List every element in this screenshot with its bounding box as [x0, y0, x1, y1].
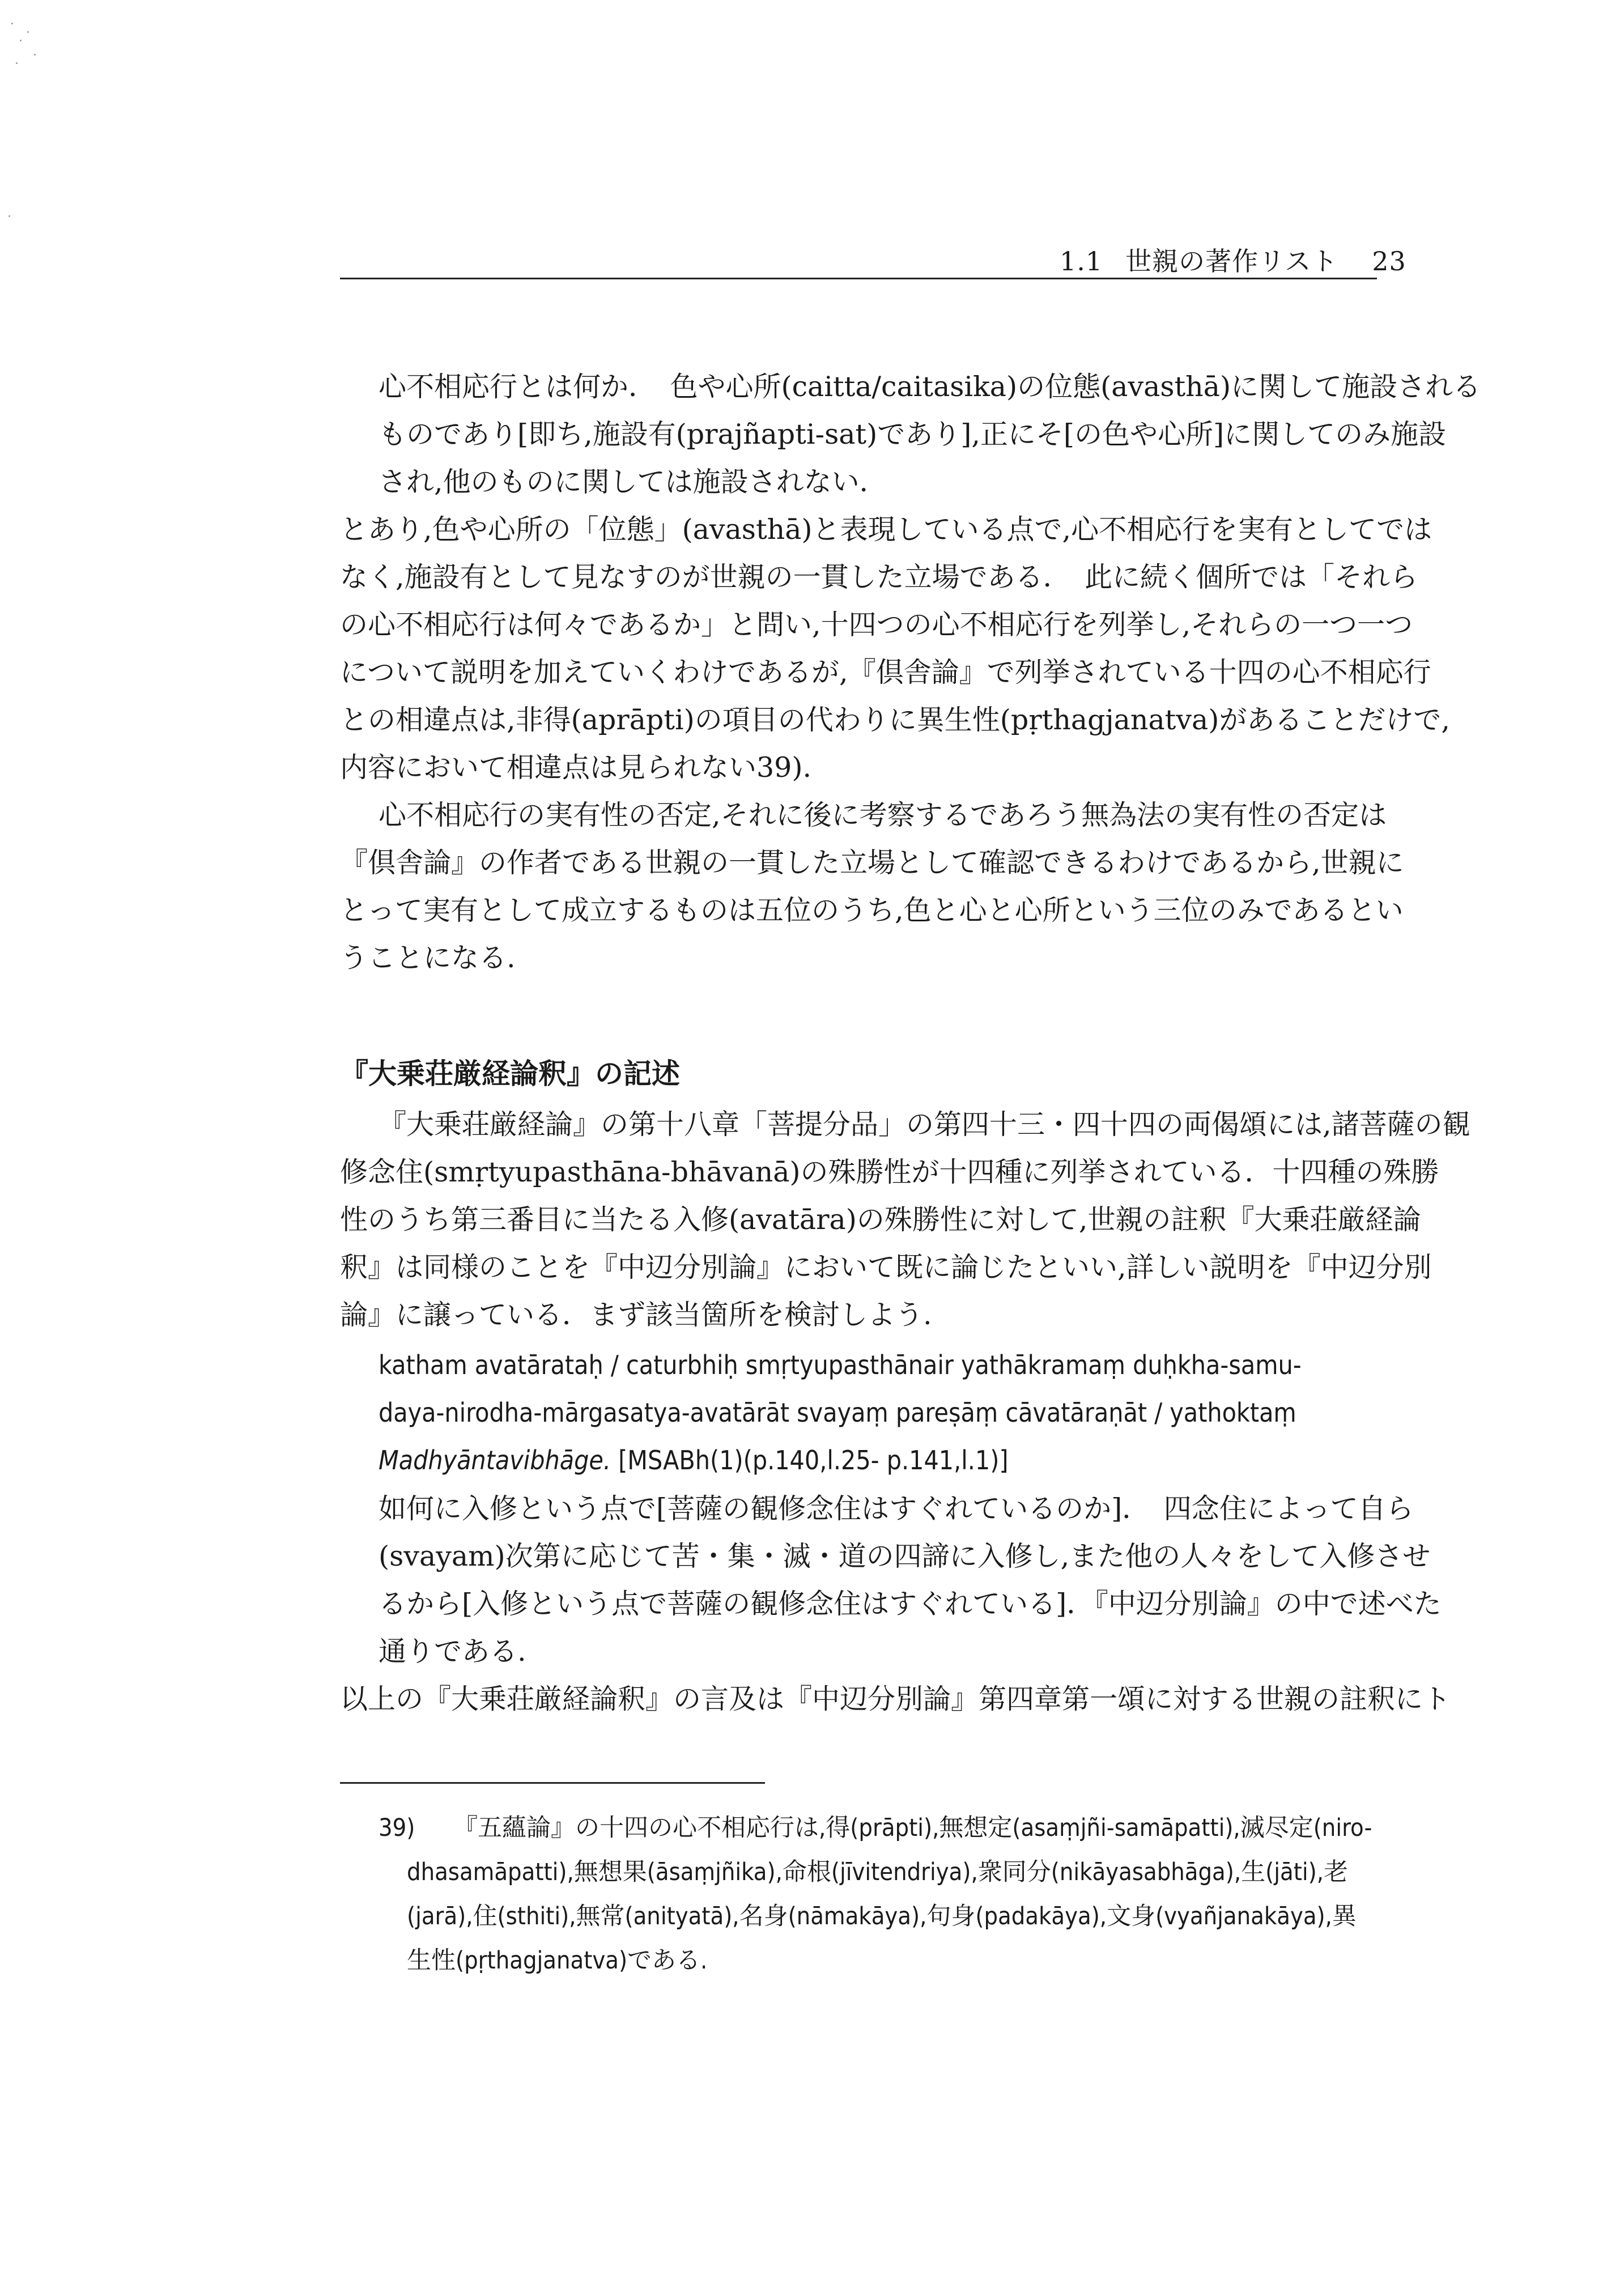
- footnote-line: 『五蘊論』の十四の心不相応行は,得(prāpti),無想定(asaṃjñi-samāpatti),滅尽定(niro-: [453, 1814, 1372, 1842]
- paragraph1-line: との相違点は,非得(aprāpti)の項目の代わりに異生性(pṛthagjanatva)があることだけで,: [340, 704, 1450, 736]
- quote2-line: (svayam)次第に応じて苦・集・滅・道の四諦に入修し,また他の人々をして入修させ: [379, 1540, 1431, 1572]
- quote2-line: るから[入修という点で菩薩の観修念住はすぐれている]．『中辺分別論』の中で述べた: [379, 1588, 1442, 1620]
- footnote-number: 39): [379, 1814, 415, 1842]
- page-number: 23: [1372, 246, 1406, 277]
- paragraph1-line: なく,施設有として見なすのが世親の一貫した立場である． 此に続く個所では「それら: [340, 561, 1418, 593]
- paragraph2-line: 『倶舎論』の作者である世親の一貫した立場として確認できるわけであるから,世親に: [340, 847, 1404, 879]
- section-number: 1.1: [1060, 246, 1103, 277]
- paragraph3-line: 釈』は同様のことを『中辺分別論』において既に論じたといい,詳しい説明を『中辺分別: [340, 1251, 1432, 1283]
- footnote-rule: [340, 1782, 765, 1784]
- paragraph2-line: 心不相応行の実有性の否定,それに後に考察するであろう無為法の実有性の否定は: [379, 799, 1387, 831]
- sanskrit-line: daya-nirodha-mārgasatya-avatārāt svayaṃ pareṣāṃ cāvatāraṇāt / yathoktaṃ: [379, 1397, 1296, 1428]
- footnote-line: (jarā),住(sthiti),無常(anityatā),名身(nāmakāya),句身(padakāya),文身(vyañjanakāya),異: [407, 1902, 1357, 1931]
- paragraph3-line: 『大乗荘厳経論』の第十八章「菩提分品」の第四十三・四十四の両偈頌には,諸菩薩の観: [379, 1108, 1470, 1141]
- sanskrit-source-reference: [MSABh(1)(p.140,l.25- p.141,l.1)]: [618, 1445, 1009, 1476]
- quote2-line: 如何に入修という点で[菩薩の観修念住はすぐれているのか]． 四念住によって自ら: [379, 1493, 1414, 1525]
- scan-speck: [11, 23, 13, 24]
- sanskrit-source-title: Madhyāntavibhāge.: [379, 1445, 611, 1476]
- paragraph1-line: とあり,色や心所の「位態」(avasthā)と表現している点で,心不相応行を実有としてでは: [340, 513, 1432, 546]
- quote1-line: ものであり[即ち,施設有(prajñapti-sat)であり],正にそ[の色や心所]に関してのみ施設: [379, 418, 1447, 450]
- paragraph2-line: うことになる.: [340, 942, 516, 974]
- paragraph3-line: 修念住(smṛtyupasthāna-bhāvanā)の殊勝性が十四種に列挙されている．十四種の殊勝: [340, 1156, 1439, 1188]
- running-header: [1060, 241, 1406, 278]
- scan-speck: [34, 54, 36, 56]
- scan-speck: [8, 215, 10, 217]
- footnote-line: 生性(pṛthagjanatva)である.: [407, 1946, 708, 1975]
- sanskrit-line: katham avatārataḥ / caturbhiḥ smṛtyupasthānair yathākramaṃ duḥkha-samu-: [379, 1350, 1302, 1380]
- scan-speck: [20, 40, 22, 41]
- paragraph1-line: について説明を加えていくわけであるが,『倶舎論』で列挙されている十四の心不相応行: [340, 656, 1431, 688]
- footnote-line: dhasamāpatti),無想果(āsaṃjñika),命根(jīvitendriya),衆同分(nikāyasabhāga),生(jāti),老: [407, 1858, 1348, 1886]
- paragraph2-line: とって実有として成立するものは五位のうち,色と心と心所という三位のみであるとい: [340, 894, 1404, 926]
- quote1-line: され,他のものに関しては施設されない．: [379, 466, 887, 498]
- scan-speck: [27, 31, 29, 33]
- quote2-line: 通りである.: [379, 1635, 526, 1668]
- sanskrit-source: [379, 1445, 1009, 1476]
- header-rule: [340, 278, 1377, 279]
- quote1-line: 心不相応行とは何か． 色や心所(caitta/caitasika)の位態(avasthā)に関して施設される: [379, 371, 1481, 403]
- paragraph3-line: 論』に譲っている．まず該当箇所を検討しよう.: [340, 1299, 932, 1331]
- paragraph4-line: 以上の『大乗荘厳経論釈』の言及は『中辺分別論』第四章第一頌に対する世親の註釈にト: [340, 1683, 1451, 1715]
- paragraph3-line: 性のうち第三番目に当たる入修(avatāra)の殊勝性に対して,世親の註釈『大乗荘厳経論: [340, 1204, 1421, 1236]
- scan-speck: [16, 62, 18, 64]
- paragraph1-line: 内容において相違点は見られない39).: [340, 751, 812, 784]
- section-heading: 『大乗荘厳経論釈』の記述: [340, 1057, 680, 1090]
- paragraph1-line: の心不相応行は何々であるか」と問い,十四つの心不相応行を列挙し,それらの一つ一つ: [340, 609, 1413, 641]
- section-title: 世親の著作リスト: [1125, 246, 1338, 277]
